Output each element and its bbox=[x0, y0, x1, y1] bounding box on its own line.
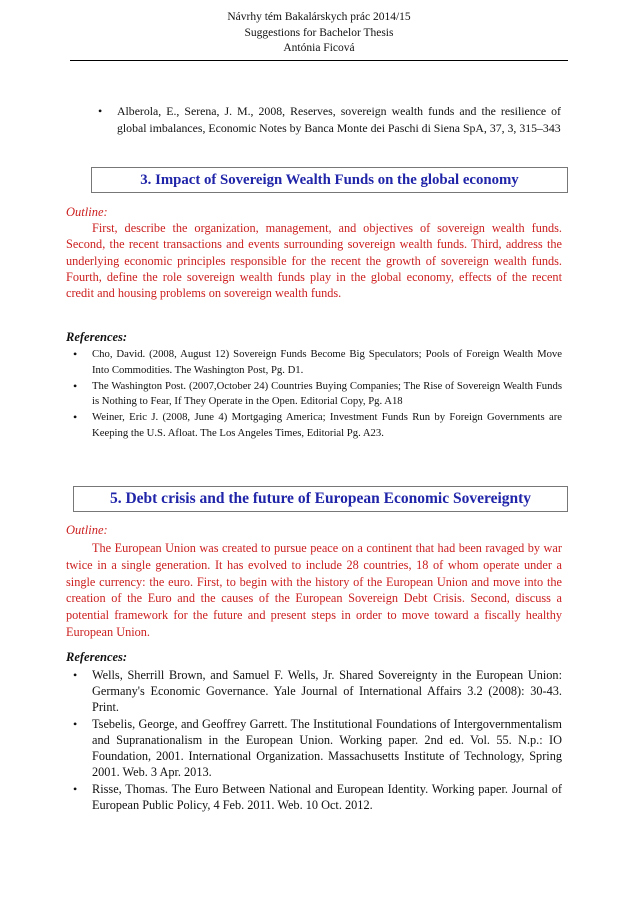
section-5-reference-list bbox=[66, 667, 562, 813]
bullet-icon: • bbox=[73, 378, 78, 393]
section-5-heading: 5. Debt crisis and the future of European Economic Sovereignty bbox=[73, 486, 568, 512]
header-divider bbox=[70, 60, 568, 61]
intro-reference-list bbox=[91, 103, 561, 136]
list-item bbox=[66, 716, 562, 780]
section-5-outline-text: The European Union was created to pursue peace on a continent that had been ravaged by war twice in a single generation. It has evolved to include 28 countries, 18 of whom operate under a single currency: the euro. First, to begin with the history of the European Union and move into the creation of the Euro and the causes of the European Sovereign Debt Crisis. Second, discuss a potential framework for the future and present steps in order to move toward a fiscally healthy European Union. bbox=[66, 541, 562, 639]
list-item bbox=[66, 379, 562, 410]
header-author: Antónia Ficová bbox=[283, 42, 355, 54]
bullet-icon: • bbox=[73, 410, 78, 425]
list-item bbox=[66, 347, 562, 378]
list-item bbox=[66, 781, 562, 813]
reference-text: Tsebelis, George, and Geoffrey Garrett. The Institutional Foundations of Intergovernmentalism and Supranationalism in the European Union. Working paper. 2nd ed. Vol. 55. N.p.: IO Foundation, 2001. International Organization. Massachusetts Institute of Technology, Spring 2001. Web. 3 Apr. 2013. bbox=[92, 716, 562, 780]
bullet-icon: • bbox=[73, 347, 78, 361]
reference-text: Weiner, Eric J. (2008, June 4) Mortgaging America; Investment Funds Run by Foreign Governments are Keeping the U.S. Afloat. The Los Angeles Times, Editorial Pg. A23. bbox=[92, 411, 562, 439]
list-item bbox=[66, 667, 562, 715]
section-3-outline-label: Outline: bbox=[66, 205, 108, 219]
section-3-reference-list bbox=[66, 347, 562, 442]
header-title-sk: Návrhy tém Bakalárskych prác 2014/15 bbox=[227, 11, 411, 23]
section-5-outline-label: Outline: bbox=[66, 523, 108, 537]
header-title-en: Suggestions for Bachelor Thesis bbox=[244, 26, 394, 39]
bullet-icon: • bbox=[98, 104, 103, 118]
list-item bbox=[91, 103, 561, 136]
section-3-heading: 3. Impact of Sovereign Wealth Funds on the global economy bbox=[91, 167, 568, 193]
reference-text: Cho, David. (2008, August 12) Sovereign Funds Become Big Speculators; Pools of Foreign Wealth Move Into Commodities. The Washington Post, Pg. D1. bbox=[92, 348, 562, 376]
bullet-icon: • bbox=[73, 781, 78, 796]
reference-text: The Washington Post. (2007,October 24) Countries Buying Companies; The Rise of Sovereign Wealth Funds is Nothing to Fear, If They Operate in the Open. Editorial Copy, Pg. A18 bbox=[92, 379, 562, 408]
reference-text: Wells, Sherrill Brown, and Samuel F. Wells, Jr. Shared Sovereignty in the European Union: Germany's Economic Governance. Yale Journal of International Affairs 3.2 (2008): 30-43. Print. bbox=[92, 668, 562, 715]
reference-text: Risse, Thomas. The Euro Between National and European Identity. Working paper. Journal of European Public Policy, 4 Feb. 2011. Web. 10 Oct. 2012. bbox=[92, 781, 562, 812]
list-item bbox=[66, 410, 562, 441]
section-3-references-label: References: bbox=[66, 330, 128, 344]
bullet-icon: • bbox=[73, 716, 78, 731]
reference-text: Alberola, E., Serena, J. M., 2008, Reserves, sovereign wealth funds and the resilience of global imbalances, Economic Notes by Banca Monte dei Paschi di Siena SpA, 37, 3, 315–343 bbox=[117, 104, 561, 135]
bullet-icon: • bbox=[73, 668, 78, 682]
section-3-outline-text: First, describe the organization, management, and objectives of sovereign wealth funds. Second, the recent transactions and events surrounding sovereign wealth funds. Third, address the underlying economic principles responsible for the recent the growth of sovereign wealth funds. Fourth, define the role sovereign wealth funds play in the global economy, effects of the recent credit and housing problems on sovereign wealth funds. bbox=[66, 221, 562, 301]
section-5-references-label: References: bbox=[66, 650, 128, 664]
page-header bbox=[70, 10, 568, 57]
